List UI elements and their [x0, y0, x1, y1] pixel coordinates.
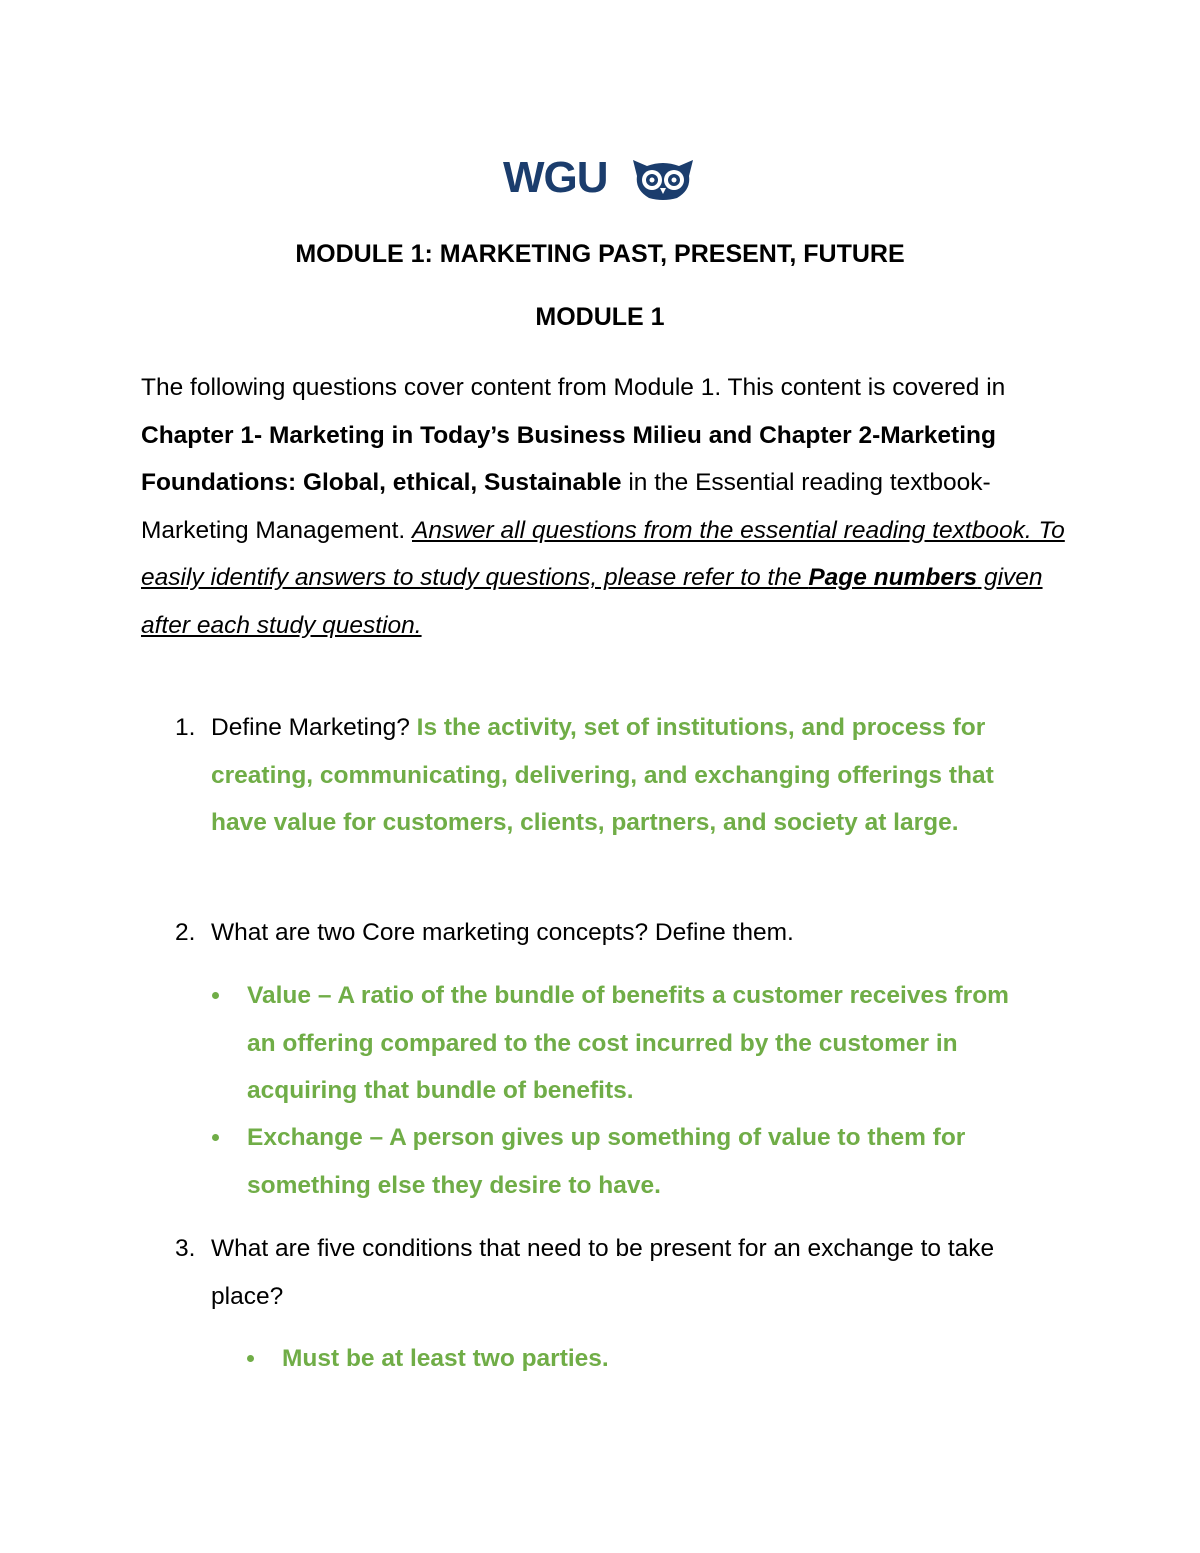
question-text: What are two Core marketing concepts? Define them.: [211, 919, 794, 946]
question-number: 1.: [175, 714, 196, 741]
intro-text-1: The following questions cover content from Module 1. This content is covered in: [141, 374, 1006, 401]
intro-chapters: Chapter 1- Marketing in Today’s Business Milieu and Chapter 2-Marketing Foundations: Global, ethical, Sustainable: [141, 421, 996, 496]
list-item: [212, 972, 1032, 1115]
intro-instruction-1: Answer all questions from the essential reading textbook. To easily identify answers to study questions, please refer to the: [141, 516, 1065, 591]
intro-instruction-2: given after each study question.: [141, 564, 1043, 639]
intro-page-numbers: Page numbers: [808, 564, 978, 591]
page-title: MODULE 1: MARKETING PAST, PRESENT, FUTURE: [295, 240, 905, 268]
bullet-icon: [212, 1134, 219, 1141]
question-text: What are five conditions that need to be present for an exchange to take place?: [211, 1235, 995, 1310]
answer-condition-1: Must be at least two parties.: [282, 1345, 609, 1372]
page-subtitle: MODULE 1: [535, 303, 665, 331]
list-item: [212, 1114, 1032, 1209]
question-text: Define Marketing?: [211, 714, 417, 741]
bullet-icon: [212, 992, 219, 999]
wgu-logo: [503, 153, 697, 204]
list-item: [247, 1335, 1067, 1383]
owl-icon: [629, 156, 697, 202]
answer-value: Value – A ratio of the bundle of benefits a customer receives from an offering compared to the cost incurred by the customer in acquiring that bundle of benefits.: [247, 982, 1009, 1104]
question-number: 2.: [175, 919, 196, 946]
logo-text: WGU: [503, 153, 608, 202]
question-answer: Is the activity, set of institutions, and process for creating, communicating, delivering, and exchanging offerings that have value for customers, clients, partners, and society at large.: [211, 714, 994, 836]
intro-paragraph: [141, 364, 1071, 649]
answer-exchange: Exchange – A person gives up something of value to them for something else they desire to have.: [247, 1124, 966, 1199]
question-1: [175, 704, 1075, 847]
question-2: [175, 909, 1075, 957]
intro-text-2: in the Essential reading textbook- Marketing Management.: [141, 469, 991, 544]
question-number: 3.: [175, 1235, 196, 1262]
bullet-icon: [247, 1355, 254, 1362]
question-3: [175, 1225, 1075, 1320]
